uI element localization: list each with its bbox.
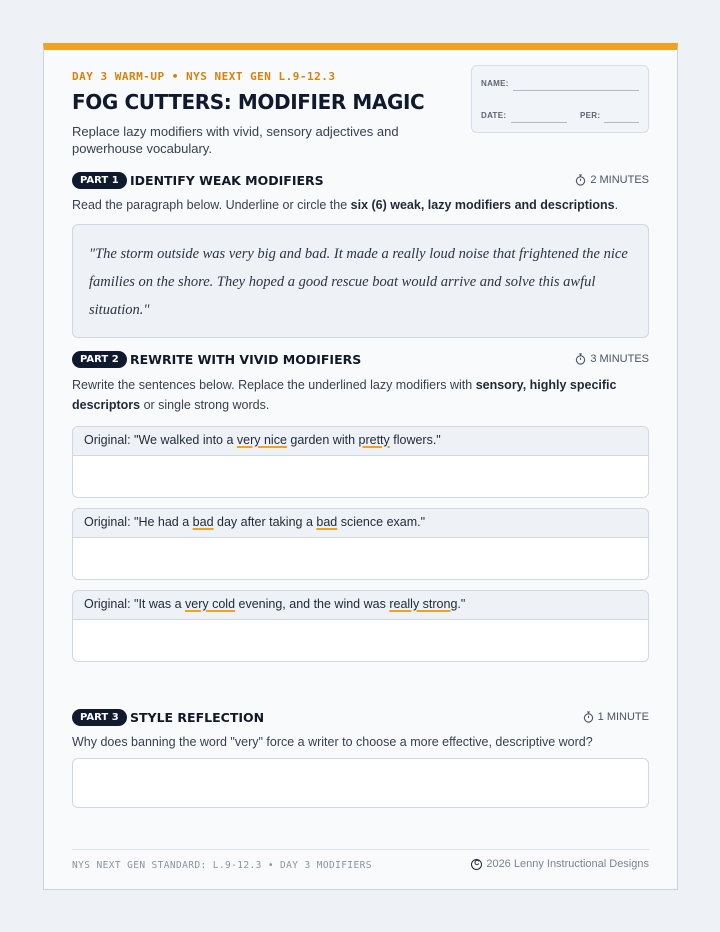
part3-timer-label: 1 MINUTE (597, 711, 649, 723)
part1-timer (575, 174, 649, 186)
worksheet-title: FOG CUTTERS: MODIFIER MAGIC (72, 90, 425, 114)
part3-title: STYLE REFLECTION (130, 710, 265, 725)
part2-header (72, 350, 649, 370)
rewrite-prompt-1 (72, 426, 649, 498)
lazy-modifier: very nice (236, 433, 287, 447)
part2-title: REWRITE WITH VIVID MODIFIERS (130, 352, 362, 367)
sentence-text: Original: "We walked into a (84, 433, 237, 447)
part1-instr-emphasis: six (6) weak, lazy modifiers and descriptions (350, 198, 615, 212)
reflection-answer-field[interactable] (72, 758, 649, 808)
original-sentence-2 (73, 509, 648, 538)
lazy-modifier: very cold (185, 597, 236, 611)
sentence-text: science exam." (337, 515, 426, 529)
part2-instr-end: or single strong words. (140, 398, 270, 412)
reflection-question: Why does banning the word "very" force a writer to choose a more effective, descriptive word? (72, 735, 593, 749)
part2-instr-text: Rewrite the sentences below. Replace the underlined lazy modifiers with (72, 378, 476, 392)
student-info-box (471, 65, 649, 133)
period-label: PER: (580, 111, 601, 120)
worksheet-page (43, 43, 678, 890)
part1-timer-label: 2 MINUTES (590, 174, 649, 186)
part2-timer (575, 353, 649, 365)
stopwatch-icon (575, 353, 586, 365)
original-sentence-3 (73, 591, 648, 620)
name-field[interactable] (513, 90, 639, 91)
sentence-text: flowers." (389, 433, 441, 447)
sentence-text: Original: "It was a (84, 597, 186, 611)
lazy-modifier: really strong (389, 597, 458, 611)
part2-timer-label: 3 MINUTES (590, 353, 649, 365)
date-label: DATE: (481, 111, 507, 120)
period-field[interactable] (604, 122, 639, 123)
original-sentence-1 (73, 427, 648, 456)
part3-header (72, 708, 649, 728)
sentence-text: Original: "He had a (84, 515, 193, 529)
lazy-modifier: bad (316, 515, 338, 529)
weak-modifier-paragraph: "The storm outside was very big and bad. It made a really loud noise that frightened the nice families on the shore. They hoped a good rescue boat would arrive and solve this awful situation." (72, 224, 649, 338)
part1-title: IDENTIFY WEAK MODIFIERS (130, 173, 324, 188)
footer-standard: NYS NEXT GEN STANDARD: L.9-12.3 • DAY 3 MODIFIERS (72, 860, 372, 871)
name-label: NAME: (481, 79, 509, 88)
part3-pill: PART 3 (72, 709, 127, 726)
date-field[interactable] (511, 122, 567, 123)
copyright-icon: C (471, 859, 482, 870)
answer-field-1[interactable] (73, 456, 648, 498)
footer-divider (72, 849, 649, 850)
answer-field-2[interactable] (73, 538, 648, 580)
stopwatch-icon (583, 711, 594, 723)
worksheet-content (72, 50, 649, 889)
sentence-text: ." (457, 597, 466, 611)
part1-instructions (72, 195, 649, 215)
part3-timer (583, 711, 649, 723)
part1-pill: PART 1 (72, 172, 127, 189)
answer-field-3[interactable] (73, 620, 648, 662)
part1-header (72, 171, 649, 191)
worksheet-subtitle: Replace lazy modifiers with vivid, sensory adjectives and powerhouse vocabulary. (72, 124, 399, 156)
copyright-text: 2026 Lenny Instructional Designs (486, 858, 649, 870)
part2-pill: PART 2 (72, 351, 127, 368)
rewrite-prompt-2 (72, 508, 649, 580)
sentence-text: garden with (286, 433, 359, 447)
sentence-text: evening, and the wind was (235, 597, 390, 611)
lesson-kicker: DAY 3 WARM-UP • NYS NEXT GEN L.9-12.3 (72, 70, 336, 83)
stopwatch-icon (575, 174, 586, 186)
part1-instr-end: . (614, 198, 619, 212)
part2-instr-emphasis: sensory, highly specific descriptors (72, 378, 617, 412)
footer-copyright (471, 858, 649, 870)
part1-instr-text: Read the paragraph below. Underline or circle the (72, 198, 351, 212)
lazy-modifier: pretty (358, 433, 390, 447)
sentence-text: day after taking a (213, 515, 317, 529)
part2-instructions (72, 375, 649, 415)
lazy-modifier: bad (192, 515, 214, 529)
rewrite-prompt-3 (72, 590, 649, 662)
